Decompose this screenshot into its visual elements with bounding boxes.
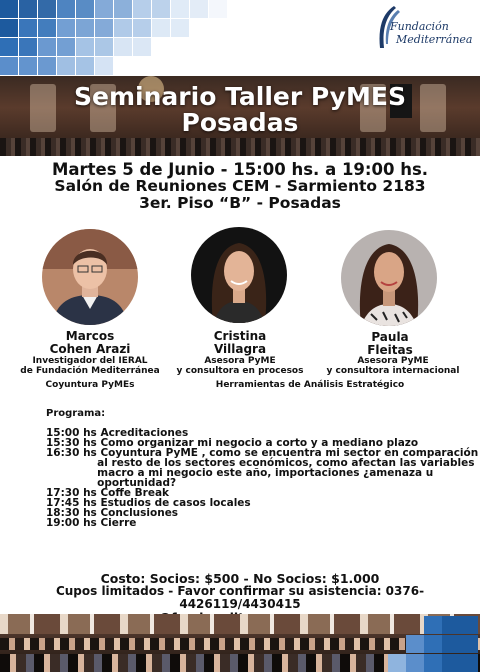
event-venue: Salón de Reuniones CEM - Sarmiento 2183 (54, 177, 426, 195)
logo-line2: Mediterránea (396, 33, 473, 46)
portrait-man-icon (42, 229, 138, 325)
speaker-role-line2: y consultora internacional (326, 366, 460, 376)
limits-text: Cupos limitados - Favor confirmar su asistencia: 0376-4426119/4430415 (55, 584, 425, 611)
event-details (0, 161, 480, 212)
header-mosaic (0, 0, 260, 78)
logo-line1: Fundación (390, 20, 449, 33)
hero-title-line1: Seminario Taller PyMES (74, 82, 406, 111)
speaker-lastname: Villagra (213, 342, 267, 356)
speaker-lastname: Cohen Arazi (49, 342, 131, 356)
speaker-name-cristina (170, 330, 310, 356)
speaker-lastname: Fleitas (367, 343, 413, 357)
speaker-name-paula (320, 331, 460, 357)
hero-banner (0, 76, 480, 156)
speaker-firstname: Paula (371, 330, 409, 344)
program-item: 17:30 hs Coffe Break (46, 487, 170, 499)
speaker-role-line1: Investigador del IERAL (32, 356, 148, 366)
program-item: macro a mi negocio este año, importaciones ¿amenaza u (46, 467, 434, 479)
logo-text (390, 20, 473, 46)
portrait-woman-icon (191, 227, 287, 323)
program-item: 15:30 hs Como organizar mi negocio a corto y a mediano plazo (46, 437, 419, 449)
speaker-role-line1: Asesora PyME (357, 356, 429, 366)
program-item: 16:30 hs Coyuntura PyME , como se encuentra mi sector en comparación (46, 447, 479, 459)
program-item: 19:00 hs Cierre (46, 517, 137, 529)
portrait-woman-icon (341, 230, 437, 326)
speaker-name-marcos (20, 330, 160, 356)
speaker-role-line1: Asesora PyME (204, 356, 276, 366)
program-heading: Programa: (46, 408, 106, 419)
speaker-topic-cristina: Herramientas de Análisis Estratégico (215, 380, 405, 390)
program-list (46, 427, 479, 529)
cost-text: Costo: Socios: $500 - No Socios: $1.000 (100, 571, 380, 586)
speaker-topic-marcos: Coyuntura PyMEs (45, 380, 135, 390)
program-item: al resto de los sectores económicos, como afectan las variables (46, 457, 475, 469)
fundacion-mediterranea-logo (372, 4, 476, 56)
speaker-firstname: Marcos (65, 329, 115, 343)
speaker-role-cristina (160, 356, 320, 376)
program-item: 17:45 hs Estudios de casos locales (46, 497, 251, 509)
speaker-role-paula (318, 356, 468, 376)
speaker-photo-marcos (42, 229, 138, 325)
program-item: 15:00 hs Acreditaciones (46, 427, 189, 439)
hero-title (0, 84, 480, 136)
speaker-role-line2: de Fundación Mediterránea (20, 366, 160, 376)
program-item: oportunidad? (46, 477, 177, 489)
footer-photo-banner (0, 614, 480, 672)
event-floor: 3er. Piso “B” - Posadas (139, 194, 341, 212)
program-item: 18:30 hs Conclusiones (46, 507, 179, 519)
speaker-role-marcos (10, 356, 170, 376)
speaker-photo-cristina (191, 227, 287, 323)
event-date: Martes 5 de Junio - 15:00 hs. a 19:00 hs. (51, 160, 429, 179)
speaker-role-line2: y consultora en procesos (176, 366, 304, 376)
speaker-photo-paula (341, 230, 437, 326)
hero-title-line2: Posadas (181, 108, 299, 137)
speaker-firstname: Cristina (213, 329, 267, 343)
